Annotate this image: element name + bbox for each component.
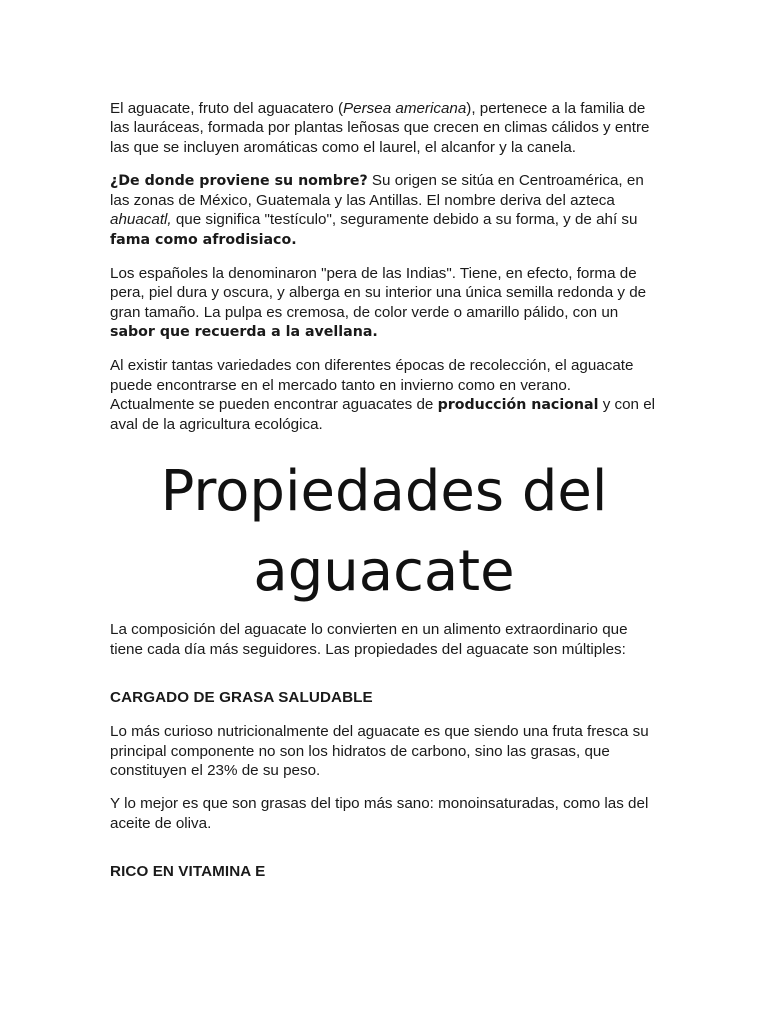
intro-p1-post: ), pertenece a la familia de las lauráceas, formada por plantas leñosas que crecen en climas cálidos y entre las que se incluyen aromáticas como el laurel, el alcanfor y la canela. <box>110 100 650 156</box>
hazelnut-phrase: sabor que recuerda a la avellana. <box>110 323 378 340</box>
document-page <box>110 99 658 896</box>
intro-p2-text1: Su origen se sitúa en Centroamérica, en las zonas de México, Guatemala y las Antillas. El nombre deriva del azteca <box>110 171 644 210</box>
main-heading-line1: Propiedades del <box>160 459 608 525</box>
section-heading-healthy-fat: CARGADO DE GRASA SALUDABLE <box>110 689 373 707</box>
intro-paragraph-2 <box>110 171 658 250</box>
section-heading-vitamin-e: RICO EN VITAMINA E <box>110 862 266 880</box>
intro-p1-scientific-name: Persea americana <box>343 100 467 117</box>
main-heading-line2: aguacate <box>253 539 515 605</box>
healthy-fat-paragraph-1: Lo más curioso nutricionalmente del aguacate es que siendo una fruta fresca su principal componente no son los hidratos de carbono, sino las grasas, que constituyen el 23% de su peso. <box>110 723 649 779</box>
intro-paragraph-3 <box>110 264 658 342</box>
national-production-phrase: producción nacional <box>437 396 599 413</box>
main-heading <box>80 452 688 612</box>
intro-p1-pre: El aguacate, fruto del aguacatero ( <box>110 100 344 117</box>
intro-p3-text: Los españoles la denominaron "pera de las Indias". Tiene, en efecto, forma de pera, piel dura y oscura, y alberga en su interior una única semilla redonda y de gran tamaño. La pulpa es cremosa, de color verde o amarillo pálido, con un <box>110 265 647 321</box>
aztec-word: ahuacatl, <box>110 211 172 229</box>
aphrodisiac-phrase: fama como afrodisiaco. <box>110 231 297 248</box>
intro-paragraph-1 <box>110 99 658 157</box>
intro-p4-text2: y con el aval de la agricultura ecológica. <box>110 395 656 434</box>
intro-paragraph-4 <box>110 356 658 434</box>
intro-p2-text2: que significa "testículo", seguramente debido a su forma, y de ahí su <box>171 211 638 229</box>
name-origin-question: ¿De donde proviene su nombre? <box>110 172 368 189</box>
healthy-fat-paragraph-2: Y lo mejor es que son grasas del tipo más sano: monoinsaturadas, como las del aceite de oliva. <box>110 795 649 832</box>
properties-intro-paragraph: La composición del aguacate lo convierten en un alimento extraordinario que tiene cada día más seguidores. Las propiedades del aguacate son múltiples: <box>110 621 628 658</box>
intro-p4-text1: Al existir tantas variedades con diferentes épocas de recolección, el aguacate puede encontrarse en el mercado tanto en invierno como en verano. Actualmente se pueden encontrar aguacates de <box>110 357 634 413</box>
